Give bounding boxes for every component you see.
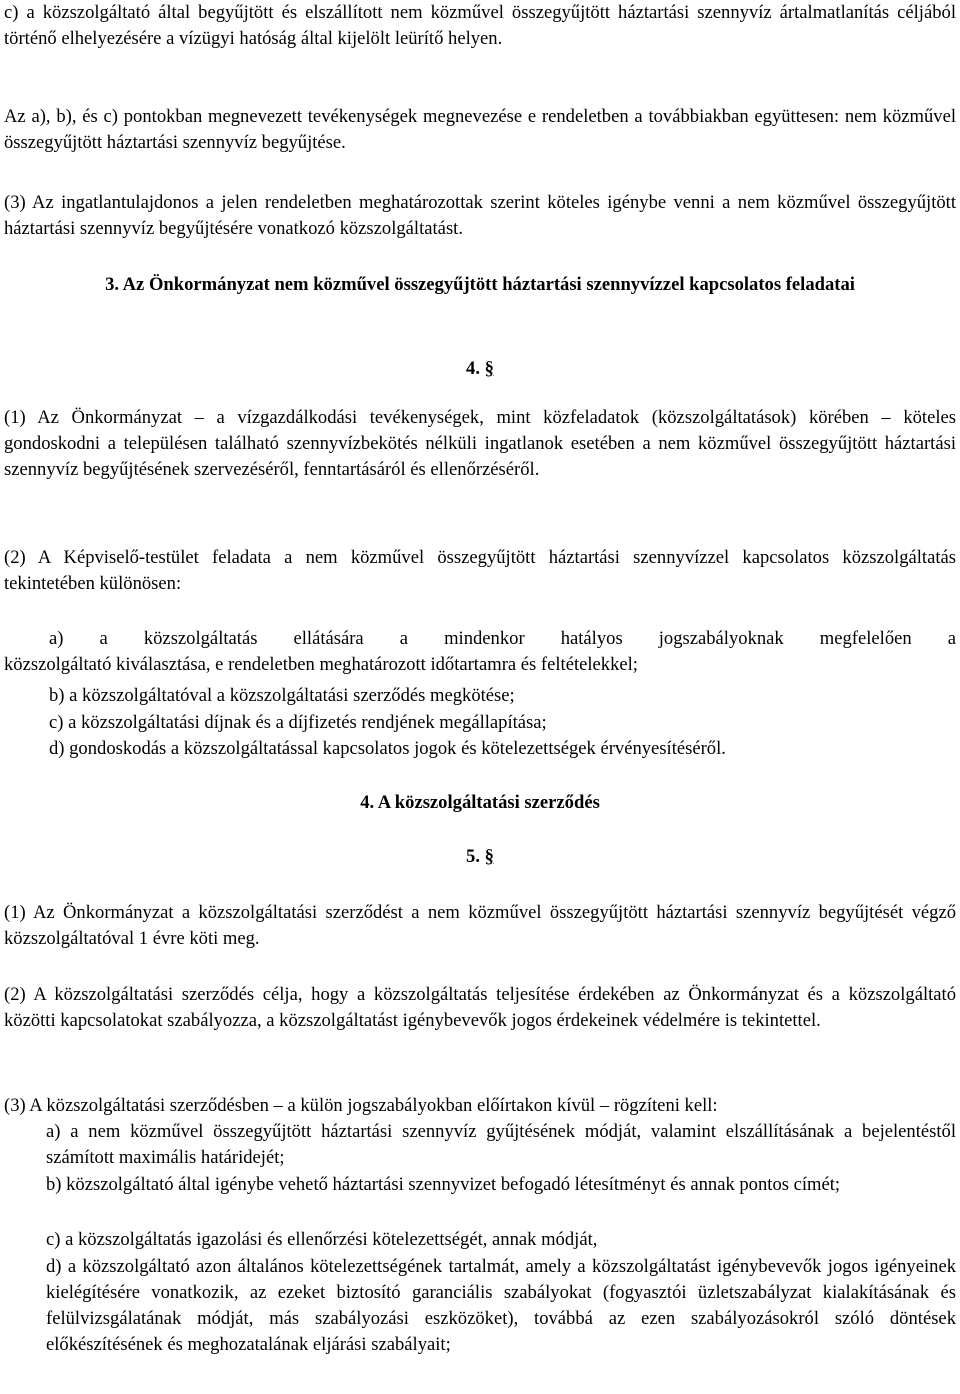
- paragraph-5-3: (3) A közszolgáltatási szerződésben – a külön jogszabályokban előírtakon kívül – rögzíteni kell:: [4, 1095, 718, 1116]
- list-item-a: a) a közszolgáltatás ellátására a mindenkor hatályos jogszabályoknak megfelelően a: [49, 628, 956, 649]
- section-number-4: [4, 356, 956, 382]
- list-item-a-cont: közszolgáltató kiválasztása, e rendeletben meghatározott időtartamra és feltételekkel;: [4, 654, 638, 675]
- section-number: 5.: [466, 846, 480, 867]
- list-item-3d: d) a közszolgáltató azon általános kötelezettségének tartalmát, amely a közszolgáltatást igénybevevők jogos igényeinek kielégítésére vonatkozik, az ezeket biztosító garanciális szabályokat (fogyasztói üzletszabályzat kialakításának és felülvizsgálatának módját, más szabályozási eszközöket), továbbá az ezen szabályozásokról szóló döntések előkészítésének és meghozatalának eljárási szabályait;: [46, 1256, 956, 1355]
- section-heading-3: 3. Az Önkormányzat nem közművel összegyűjtött háztartási szennyvízzel kapcsolatos feladatai: [105, 274, 855, 295]
- section-number-5: [4, 844, 956, 870]
- list-item-3b: b) közszolgáltató által igénybe vehető háztartási szennyvizet befogadó létesítményt és annak pontos címét;: [46, 1174, 841, 1195]
- section-sign: §: [484, 358, 494, 379]
- paragraph-3: (3) Az ingatlantulajdonos a jelen rendeletben meghatározottak szerint köteles igénybe venni a nem közművel összegyűjtött háztartási szennyvíz begyűjtésére vonatkozó közszolgáltatást.: [4, 192, 956, 239]
- paragraph-4-1: (1) Az Önkormányzat – a vízgazdálkodási tevékenységek, mint közfeladatok (közszolgáltatások) körében – köteles gondoskodni a településen található szennyvízbekötés nélküli ingatlanok esetében a nem közművel összegyűjtött háztartási szennyvíz begyűjtésének szervezéséről, fenntartásáról és ellenőrzéséről.: [4, 407, 956, 480]
- list-item-b: b) a közszolgáltatóval a közszolgáltatási szerződés megkötése;: [49, 685, 515, 706]
- paragraph-5-2: (2) A közszolgáltatási szerződés célja, hogy a közszolgáltatás teljesítése érdekében az Önkormányzat és a közszolgáltató közötti kapcsolatokat szabályozza, a közszolgáltatást igénybevevők jogos érdekeinek védelmére is tekintettel.: [4, 984, 956, 1031]
- section-heading-4: 4. A közszolgáltatási szerződés: [360, 792, 600, 813]
- section-sign: §: [484, 846, 494, 867]
- list-item-3c: c) a közszolgáltatás igazolási és ellenőrzési kötelezettségét, annak módját,: [46, 1229, 598, 1250]
- section-number: 4.: [466, 358, 480, 379]
- list-item-3a-text: a) a nem közművel összegyűjtött háztartási szennyvíz gyűjtésének módját, valamint elszállításának a bejelentéstől számított maximális határidejét;: [46, 1121, 956, 1168]
- list-item-d: d) gondoskodás a közszolgáltatással kapcsolatos jogok és kötelezettségek érvényesítéséről.: [49, 738, 726, 759]
- list-item-3a: [4, 1119, 956, 1171]
- paragraph-4-2: (2) A Képviselő-testület feladata a nem közművel összegyűjtött háztartási szennyvízzel kapcsolatos közszolgáltatás tekintetében különösen:: [4, 547, 956, 594]
- paragraph-summary: Az a), b), és c) pontokban megnevezett tevékenységek megnevezése e rendeletben a továbbiakban együttesen: nem közművel összegyűjtött háztartási szennyvíz begyűjtése.: [4, 106, 956, 153]
- paragraph-c-item: c) a közszolgáltató által begyűjtött és elszállított nem közművel összegyűjtött háztartási szennyvíz ártalmatlanítás céljából történő elhelyezésére a vízügyi hatóság által kijelölt leürítő helyen.: [4, 2, 956, 49]
- list-item-c: c) a közszolgáltatási díjnak és a díjfizetés rendjének megállapítása;: [49, 712, 547, 733]
- paragraph-5-1: (1) Az Önkormányzat a közszolgáltatási szerződést a nem közművel összegyűjtött háztartási szennyvíz begyűjtését végző közszolgáltatóval 1 évre köti meg.: [4, 902, 956, 949]
